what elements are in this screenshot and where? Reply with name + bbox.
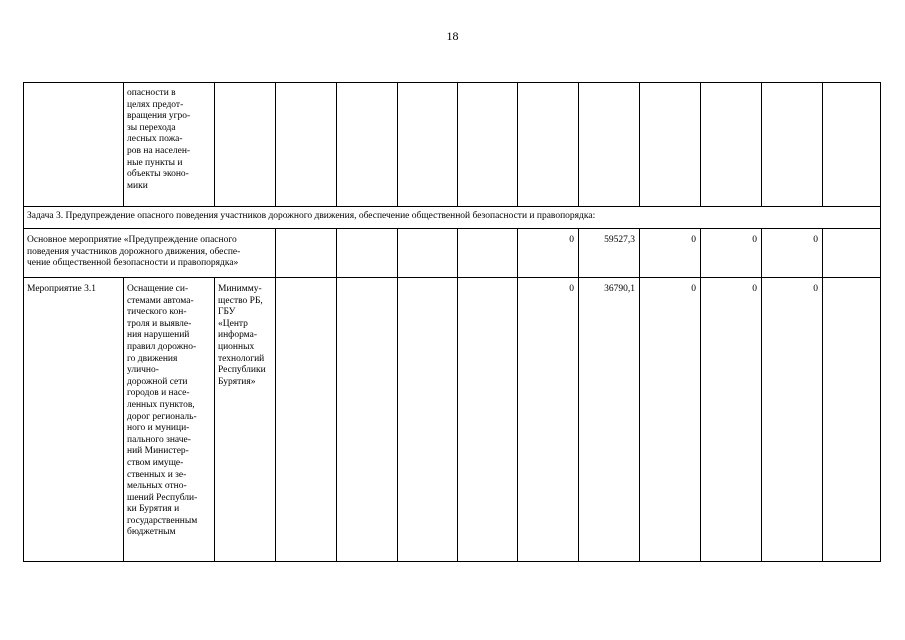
main-measure-value: 0 — [569, 235, 574, 245]
column-divider — [275, 228, 276, 277]
table-top-border — [23, 82, 881, 83]
measure-3-1-executor: Минимму- щество РБ, ГБУ «Центр информа- ционных технологий Республики Бурятия» — [218, 284, 266, 387]
column-divider — [457, 277, 458, 561]
column-divider — [822, 82, 823, 206]
main-measure-value: 0 — [691, 235, 696, 245]
column-divider — [517, 277, 518, 561]
continued-description-cell: опасности в целях предот- вращения угро- зы перехода лесных пожа- ров на населен- ные пункты и объекты эконо- мики — [127, 88, 191, 191]
column-divider — [123, 82, 124, 206]
table-left-border — [23, 82, 24, 562]
column-divider — [578, 277, 579, 561]
column-divider — [700, 82, 701, 206]
main-measure-value: 59527,3 — [604, 235, 635, 245]
row-divider — [23, 228, 881, 229]
column-divider — [700, 277, 701, 561]
task-3-heading: Задача 3. Предупреждение опасного поведения участников дорожного движения, обеспечение общественной безопасности и правопорядка: — [27, 211, 596, 221]
measure-3-1-value: 36790,1 — [604, 284, 635, 294]
column-divider — [397, 228, 398, 277]
measure-3-1-value: 0 — [752, 284, 757, 294]
column-divider — [336, 228, 337, 277]
column-divider — [822, 228, 823, 277]
column-divider — [275, 82, 276, 206]
column-divider — [336, 277, 337, 561]
column-divider — [397, 82, 398, 206]
column-divider — [578, 82, 579, 206]
table-bottom-border — [23, 561, 881, 562]
column-divider — [761, 82, 762, 206]
row-divider — [23, 206, 881, 207]
budget-table — [23, 82, 881, 562]
column-divider — [639, 277, 640, 561]
table-right-border — [880, 82, 881, 562]
measure-3-1-value: 0 — [691, 284, 696, 294]
page-number: 18 — [446, 29, 459, 43]
column-divider — [123, 277, 124, 561]
column-divider — [457, 82, 458, 206]
main-measure-value: 0 — [752, 235, 757, 245]
measure-3-1-value: 0 — [813, 284, 818, 294]
column-divider — [214, 82, 215, 206]
column-divider — [517, 82, 518, 206]
measure-3-1-code: Мероприятие 3.1 — [27, 284, 97, 294]
column-divider — [761, 277, 762, 561]
column-divider — [275, 277, 276, 561]
measure-3-1-value: 0 — [569, 284, 574, 294]
main-measure-name: Основное мероприятие «Предупреждение опасного поведения участников дорожного движения, обеспе- чение общественной безопасности и правопорядка» — [27, 235, 241, 269]
measure-3-1-description: Оснащение си- стемами автома- тического кон- троля и выявле- ния нарушений правил дорожно- го движения улично- дорожной сети городов и насе- ленных пунктов, дорог региональ- ного и муници- пального значе- ний Министер- ством имуще- ственных и зе- мельных отно- шений Республи- ки Бурятия и государственным бюджетным — [127, 284, 198, 538]
column-divider — [822, 277, 823, 561]
column-divider — [397, 277, 398, 561]
column-divider — [639, 82, 640, 206]
column-divider — [457, 228, 458, 277]
main-measure-value: 0 — [813, 235, 818, 245]
column-divider — [336, 82, 337, 206]
column-divider — [214, 277, 215, 561]
row-divider — [23, 277, 881, 278]
